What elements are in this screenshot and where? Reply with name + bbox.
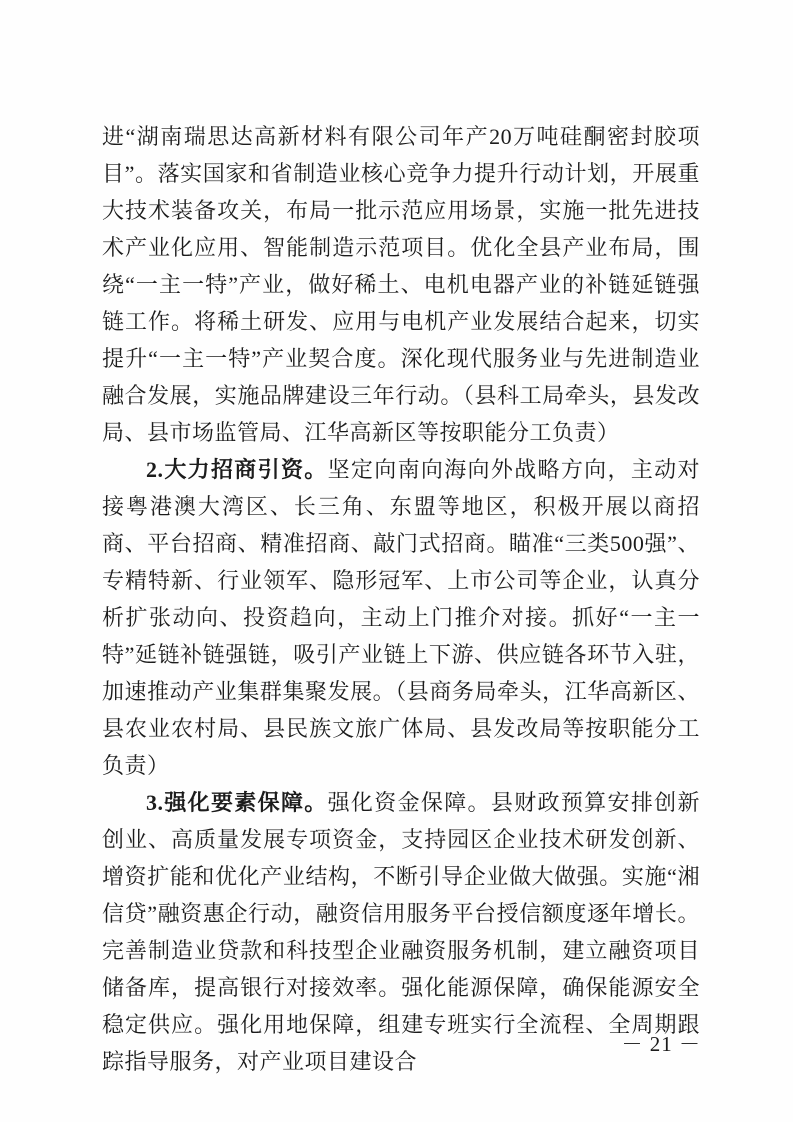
page-number: － 21 － (621, 1032, 701, 1056)
document-body (102, 118, 700, 1080)
paragraph (102, 784, 700, 1080)
paragraph (102, 118, 700, 451)
paragraph-text: 进“湖南瑞思达高新材料有限公司年产20万吨硅酮密封胶项目”。落实国家和省制造业核心竞争力提升行动计划，开展重大技术装备攻关，布局一批示范应用场景，实施一批先进技术产业化应用、智能制造示范项目。优化全县产业布局，围绕“一主一特”产业，做好稀土、电机电器产业的补链延链强链工作。将稀土研发、应用与电机产业发展结合起来，切实提升“一主一特”产业契合度。深化现代服务业与先进制造业融合发展，实施品牌建设三年行动。（县科工局牵头，县发改局、县市场监管局、江华高新区等按职能分工负责） (102, 124, 700, 445)
paragraph-lead-bold: 2.大力招商引资。 (146, 457, 328, 482)
paragraph-lead-bold: 3.强化要素保障。 (146, 790, 328, 815)
paragraph (102, 451, 700, 784)
paragraph-text: 强化资金保障。县财政预算安排创新创业、高质量发展专项资金，支持园区企业技术研发创新、增资扩能和优化产业结构，不断引导企业做大做强。实施“湘信贷”融资惠企行动，融资信用服务平台授信额度逐年增长。完善制造业贷款和科技型企业融资服务机制，建立融资项目储备库，提高银行对接效率。强化能源保障，确保能源安全稳定供应。强化用地保障，组建专班实行全流程、全周期跟踪指导服务，对产业项目建设合 (102, 790, 700, 1074)
paragraph-text: 坚定向南向海向外战略方向，主动对接粤港澳大湾区、长三角、东盟等地区，积极开展以商招商、平台招商、精准招商、敲门式招商。瞄准“三类500强”、专精特新、行业领军、隐形冠军、上市公司等企业，认真分析扩张动向、投资趋向，主动上门推介对接。抓好“一主一特”延链补链强链，吸引产业链上下游、供应链各环节入驻，加速推动产业集群集聚发展。（县商务局牵头，江华高新区、县农业农村局、县民族文旅广体局、县发改局等按职能分工负责） (102, 457, 700, 778)
